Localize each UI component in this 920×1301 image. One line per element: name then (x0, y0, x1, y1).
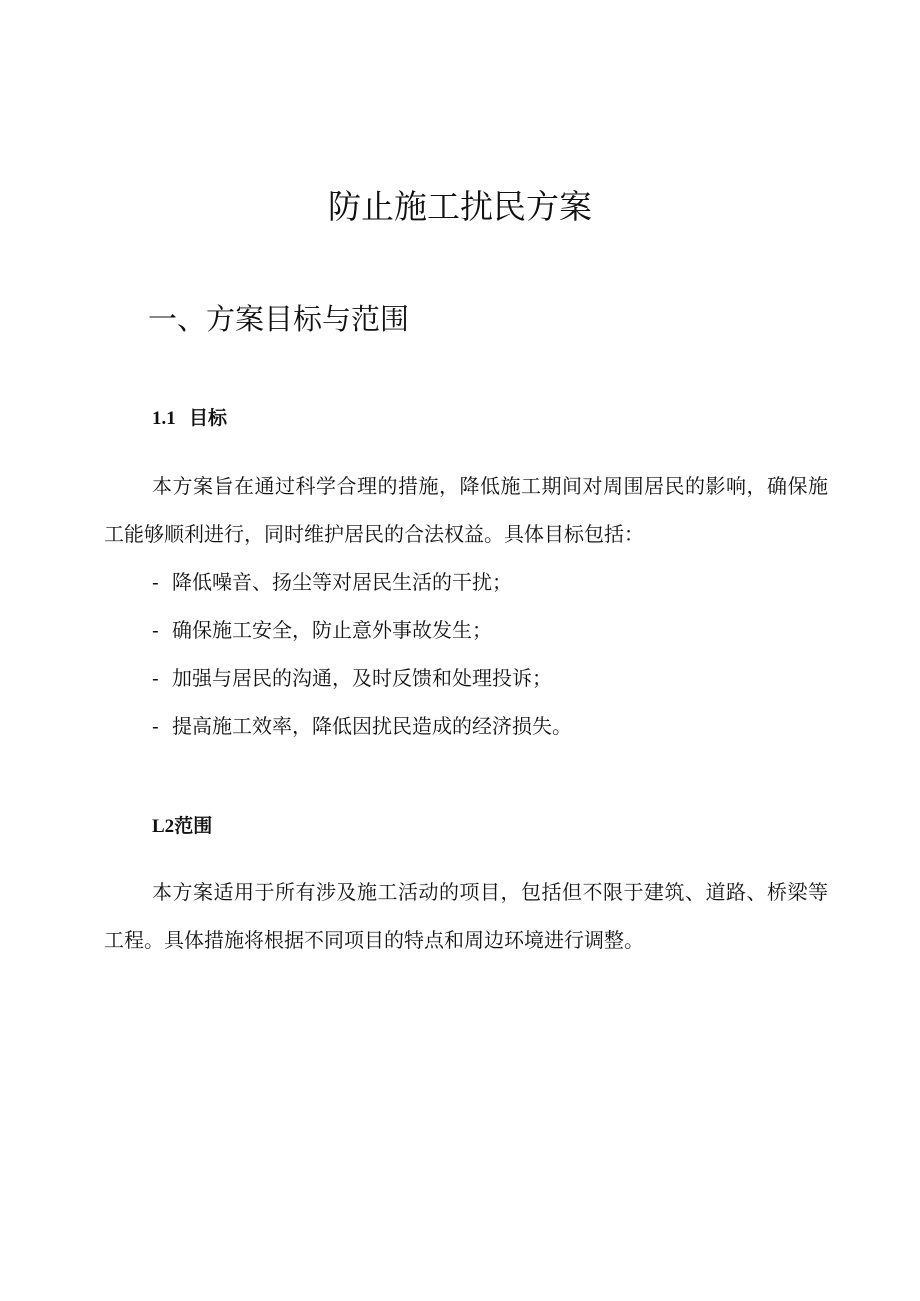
list-item-text: 加强与居民的沟通，及时反馈和处理投诉； (172, 666, 552, 690)
scope-paragraph: 本方案适用于所有涉及施工活动的项目，包括但不限于建筑、道路、桥梁等工程。具体措施将根据不同项目的特点和周边环境进行调整。 (104, 880, 828, 952)
list-item-text: 降低噪音、扬尘等对居民生活的干扰； (172, 570, 512, 594)
goal-list (152, 558, 572, 750)
goal-paragraph: 本方案旨在通过科学合理的措施，降低施工期间对周围居民的影响，确保施工能够顺利进行，同时维护居民的合法权益。具体目标包括： (104, 474, 828, 546)
list-item (152, 558, 572, 606)
list-bullet: - (152, 570, 159, 594)
list-bullet: - (152, 666, 159, 690)
subsection-number: L2 (152, 816, 175, 837)
list-item (152, 606, 572, 654)
subsection-label: 目标 (188, 407, 227, 429)
list-item-text: 提高施工效率，降低因扰民造成的经济损失。 (172, 714, 572, 738)
list-item (152, 702, 572, 750)
list-item (152, 654, 572, 702)
subsection-label: 范围 (174, 815, 213, 837)
list-bullet: - (152, 618, 159, 642)
list-item-text: 确保施工安全，防止意外事故发生； (172, 618, 492, 642)
document-title: 防止施工扰民方案 (328, 187, 592, 226)
subsection-heading-scope (152, 812, 212, 841)
section-heading: 一、方案目标与范围 (148, 302, 410, 336)
subsection-number: 1.1 (152, 408, 176, 429)
subsection-heading-goal (152, 404, 227, 433)
list-bullet: - (152, 714, 159, 738)
